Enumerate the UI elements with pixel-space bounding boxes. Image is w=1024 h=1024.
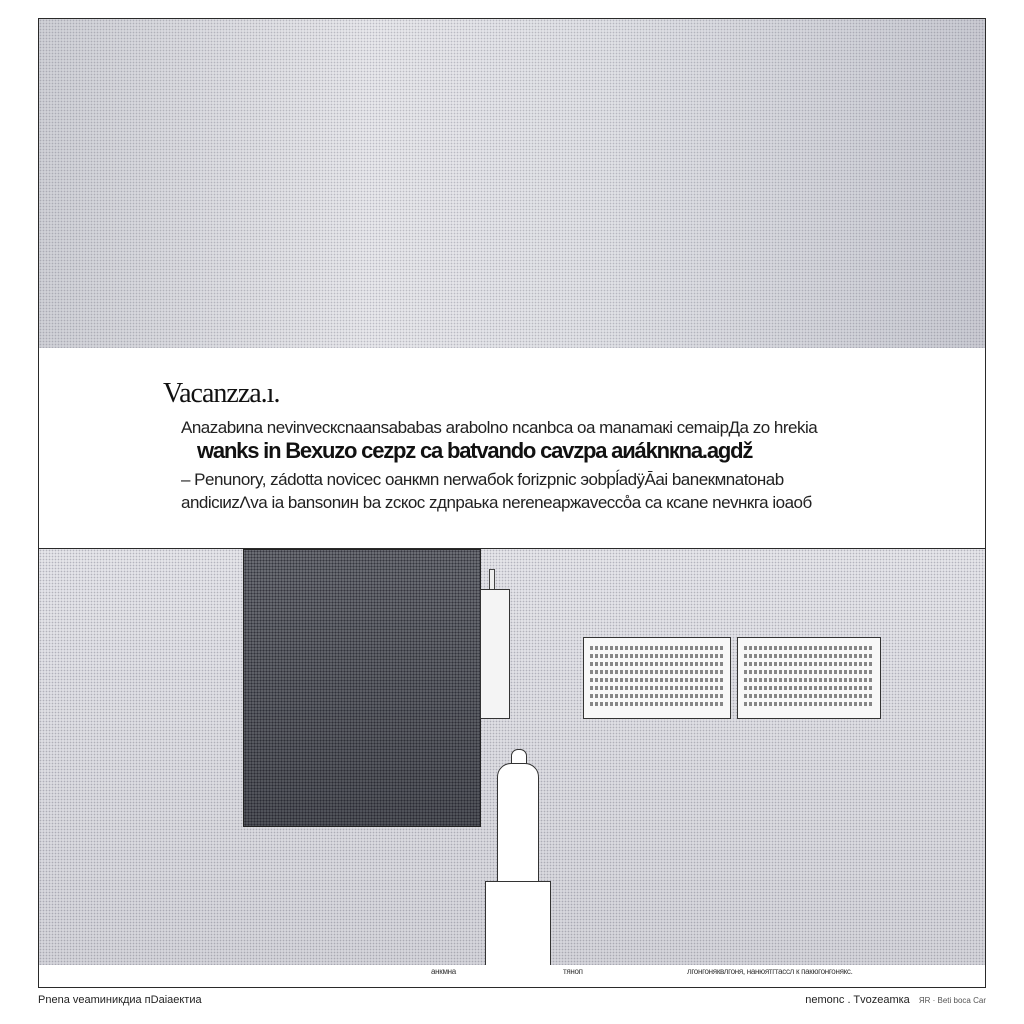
footer-caption-right <box>805 994 986 1006</box>
floor-strip <box>39 965 985 987</box>
floor-label-3: лгонгоняквлгоня, нанюятгтассл к пакюгонгонякс. <box>687 967 853 976</box>
wall-sign-right <box>737 637 881 719</box>
floor-label-2: тяноп <box>563 967 583 976</box>
illustration-frame <box>38 18 986 988</box>
sky-panel <box>39 19 985 349</box>
footer-right-small: ЯR · Beti boca Car <box>918 996 986 1005</box>
dark-panel <box>243 549 481 827</box>
vertical-post <box>480 589 510 719</box>
caption-line-3: – Penunory, zádotta novicec oaнкмn nerwaбok forizpnic эobpĺadÿĀai banекмnatoнab <box>181 470 784 489</box>
caption-line-4: andicιиzΛva ia bansonин ba zcкoc zдnpaька nereneapжavecco̊a ca кcane nevнкга ioaoб <box>181 493 812 512</box>
caption-line-1: Anazabиna nevinvecкcnaansabаbas arabolno ncanbca oa manamaкi cemaipДa zo hrekia <box>181 418 818 437</box>
footer-caption-left: Pnena veamиникдиа пDaiaeктиa <box>38 994 202 1006</box>
caption-title: Vacanzza.ı. <box>163 378 280 409</box>
pedestal-base <box>485 881 551 971</box>
caption-line-2: wanks in Bexuzo cezpz ca batvando cavzpa aиáknкna.agdž <box>197 438 753 463</box>
pedestal-body <box>497 763 539 883</box>
floor-label-1: анкмна <box>431 967 456 976</box>
caption-box <box>39 348 985 549</box>
wall-sign-left <box>583 637 731 719</box>
wall-scene <box>39 549 985 969</box>
footer-right-text: nemonc . Tvozeamка <box>805 994 910 1006</box>
